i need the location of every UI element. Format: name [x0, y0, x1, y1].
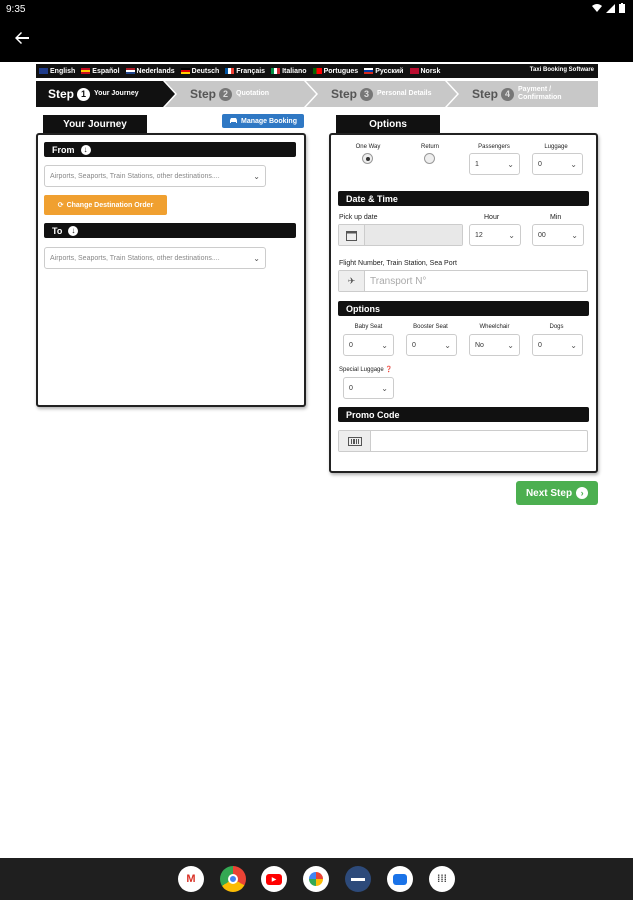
min-label: Min	[550, 214, 562, 221]
hour-select[interactable]	[469, 224, 521, 246]
passengers-label: Passengers	[478, 144, 510, 150]
step-4[interactable]	[472, 81, 574, 107]
to-select[interactable]	[44, 247, 266, 269]
change-order-label: Change Destination Order	[66, 201, 154, 209]
dogs-label: Dogs	[549, 324, 564, 330]
pickup-date-field[interactable]	[338, 224, 463, 246]
step-number: 3	[360, 88, 373, 101]
chevron-down-icon: ⌄	[508, 231, 515, 240]
one-way-label: One Way	[355, 144, 381, 150]
france-flag-icon	[225, 68, 234, 74]
lang-deutsch[interactable]	[181, 68, 220, 75]
from-placeholder: Airports, Seaports, Train Stations, other destinations....	[50, 172, 220, 180]
promo-code-input[interactable]	[371, 431, 587, 451]
dogs-value: 0	[538, 341, 542, 349]
luggage-select[interactable]	[532, 153, 583, 175]
return-label: Return	[420, 144, 439, 150]
messages-icon[interactable]	[387, 866, 413, 892]
step-label: Your Journey	[94, 90, 139, 97]
step-3[interactable]	[331, 81, 431, 107]
chevron-down-icon: ⌄	[381, 384, 388, 393]
next-step-button[interactable]	[516, 481, 598, 505]
step-word: Step	[48, 87, 75, 101]
date-time-header: Date & Time	[338, 191, 589, 206]
russia-flag-icon	[364, 68, 373, 74]
wifi-icon	[592, 4, 602, 16]
lang-espanol[interactable]	[81, 68, 119, 75]
wheelchair-label: Wheelchair	[479, 324, 510, 330]
promo-code-field[interactable]	[338, 430, 588, 452]
gmail-icon[interactable]: M	[178, 866, 204, 892]
italy-flag-icon	[271, 68, 280, 74]
luggage-label: Luggage	[544, 144, 568, 150]
step-number: 4	[501, 88, 514, 101]
app-shortcut-icon[interactable]	[345, 866, 371, 892]
flight-number-label: Flight Number, Train Station, Sea Port	[339, 260, 457, 267]
lang-russian[interactable]	[364, 68, 403, 75]
battery-icon	[619, 3, 625, 16]
lang-label: Русский	[375, 67, 404, 75]
lang-norsk[interactable]	[410, 68, 441, 75]
lang-francais[interactable]	[225, 68, 265, 75]
language-bar	[36, 64, 598, 78]
chevron-down-icon: ⌄	[570, 160, 577, 169]
chevron-down-icon: ⌄	[253, 254, 260, 263]
steps-bar	[36, 81, 598, 107]
hour-value: 12	[475, 231, 483, 239]
chevron-down-icon: ⌄	[381, 341, 388, 350]
chevron-down-icon: ⌄	[444, 341, 451, 350]
to-label: To	[52, 225, 63, 236]
from-header	[44, 142, 296, 157]
step-number: 2	[219, 88, 232, 101]
wheelchair-value: No	[475, 341, 484, 349]
lang-label: English	[50, 67, 76, 75]
chevron-down-icon: ⌄	[570, 341, 577, 350]
baby-seat-label: Baby Seat	[354, 324, 383, 330]
manage-booking-label: Manage Booking	[240, 117, 297, 125]
youtube-icon[interactable]: ▶	[261, 866, 287, 892]
to-placeholder: Airports, Seaports, Train Stations, other destinations....	[50, 254, 220, 262]
step-label: Personal Details	[377, 90, 432, 97]
step-word: Step	[472, 87, 499, 101]
status-bar	[0, 0, 633, 20]
barcode-icon	[339, 431, 371, 451]
chrome-icon[interactable]	[220, 866, 246, 892]
signal-icon	[606, 4, 615, 16]
pickup-date-input[interactable]	[365, 225, 462, 245]
arrow-right-circle-icon: ›	[576, 487, 588, 499]
photos-icon[interactable]	[303, 866, 329, 892]
app-bar	[0, 20, 633, 62]
plane-icon: ✈	[339, 271, 365, 291]
app-drawer-icon[interactable]: ⁞⁞⁞	[429, 866, 455, 892]
min-select[interactable]	[532, 224, 584, 246]
special-luggage-select[interactable]	[343, 377, 394, 399]
lang-label: Norsk	[420, 67, 441, 75]
special-luggage-label: Special Luggage	[339, 367, 384, 373]
special-luggage-label-wrap	[339, 366, 393, 373]
step-label: Quotation	[236, 90, 270, 97]
next-step-label: Next Step	[525, 487, 573, 499]
booster-seat-label: Booster Seat	[413, 324, 448, 330]
hour-label: Hour	[484, 214, 500, 221]
brand-text: Taxi Booking Software	[529, 67, 594, 73]
chevron-down-icon: ⌄	[507, 160, 514, 169]
help-icon[interactable]: ❓	[385, 367, 393, 373]
luggage-value: 0	[538, 160, 542, 168]
step-label: Payment / Confirmation	[518, 86, 562, 101]
change-destination-order-button[interactable]	[44, 195, 167, 215]
lang-nederlands[interactable]	[126, 68, 175, 75]
baby-seat-value: 0	[349, 341, 353, 349]
to-header	[44, 223, 296, 238]
lang-label: Français	[236, 67, 266, 75]
transport-field[interactable]	[338, 270, 588, 292]
from-select[interactable]	[44, 165, 266, 187]
options-header: Options	[338, 301, 589, 316]
min-value: 00	[538, 231, 546, 239]
pickup-date-label: Pick up date	[339, 214, 378, 221]
step-1[interactable]	[48, 81, 139, 107]
booster-seat-select[interactable]	[406, 334, 457, 356]
your-journey-tab: Your Journey	[43, 115, 147, 134]
portugal-flag-icon	[313, 68, 322, 74]
from-label: From	[52, 144, 75, 155]
chevron-down-icon: ⌄	[253, 172, 260, 181]
step-word: Step	[331, 87, 358, 101]
calendar-icon	[339, 225, 365, 245]
back-arrow-icon[interactable]	[10, 28, 34, 52]
lang-label: Italiano	[282, 67, 307, 75]
lang-portugues[interactable]	[313, 68, 359, 75]
options-tab: Options	[336, 115, 440, 134]
netherlands-flag-icon	[126, 68, 135, 74]
step-2[interactable]	[190, 81, 269, 107]
promo-code-header: Promo Code	[338, 407, 589, 422]
uk-flag-icon	[39, 68, 48, 74]
arrow-down-circle-icon: ↓	[68, 226, 78, 236]
passengers-value: 1	[475, 160, 479, 168]
status-time: 9:35	[6, 4, 26, 15]
step-number: 1	[77, 88, 90, 101]
passengers-select[interactable]	[469, 153, 520, 175]
special-luggage-value: 0	[349, 384, 353, 392]
dogs-select[interactable]	[532, 334, 583, 356]
status-icons	[592, 3, 625, 16]
car-icon	[229, 117, 238, 126]
lang-label: Nederlands	[136, 67, 175, 75]
lang-label: Portugues	[323, 67, 359, 75]
germany-flag-icon	[181, 68, 190, 74]
chevron-down-icon: ⌄	[507, 341, 514, 350]
lang-italiano[interactable]	[271, 68, 307, 75]
baby-seat-select[interactable]	[343, 334, 394, 356]
lang-label: Deutsch	[191, 67, 220, 75]
norway-flag-icon	[410, 68, 419, 74]
manage-booking-button[interactable]	[222, 114, 304, 128]
lang-english[interactable]	[39, 68, 75, 75]
wheelchair-select[interactable]	[469, 334, 520, 356]
one-way-radio[interactable]	[362, 153, 373, 164]
arrow-down-circle-icon: ↓	[81, 145, 91, 155]
transport-input[interactable]: Transport N°	[370, 275, 427, 287]
step-word: Step	[190, 87, 217, 101]
return-radio[interactable]	[424, 153, 435, 164]
lang-label: Español	[92, 67, 120, 75]
chevron-down-icon: ⌄	[571, 231, 578, 240]
booster-seat-value: 0	[412, 341, 416, 349]
refresh-icon: ⟳	[57, 202, 64, 209]
spain-flag-icon	[81, 68, 90, 74]
